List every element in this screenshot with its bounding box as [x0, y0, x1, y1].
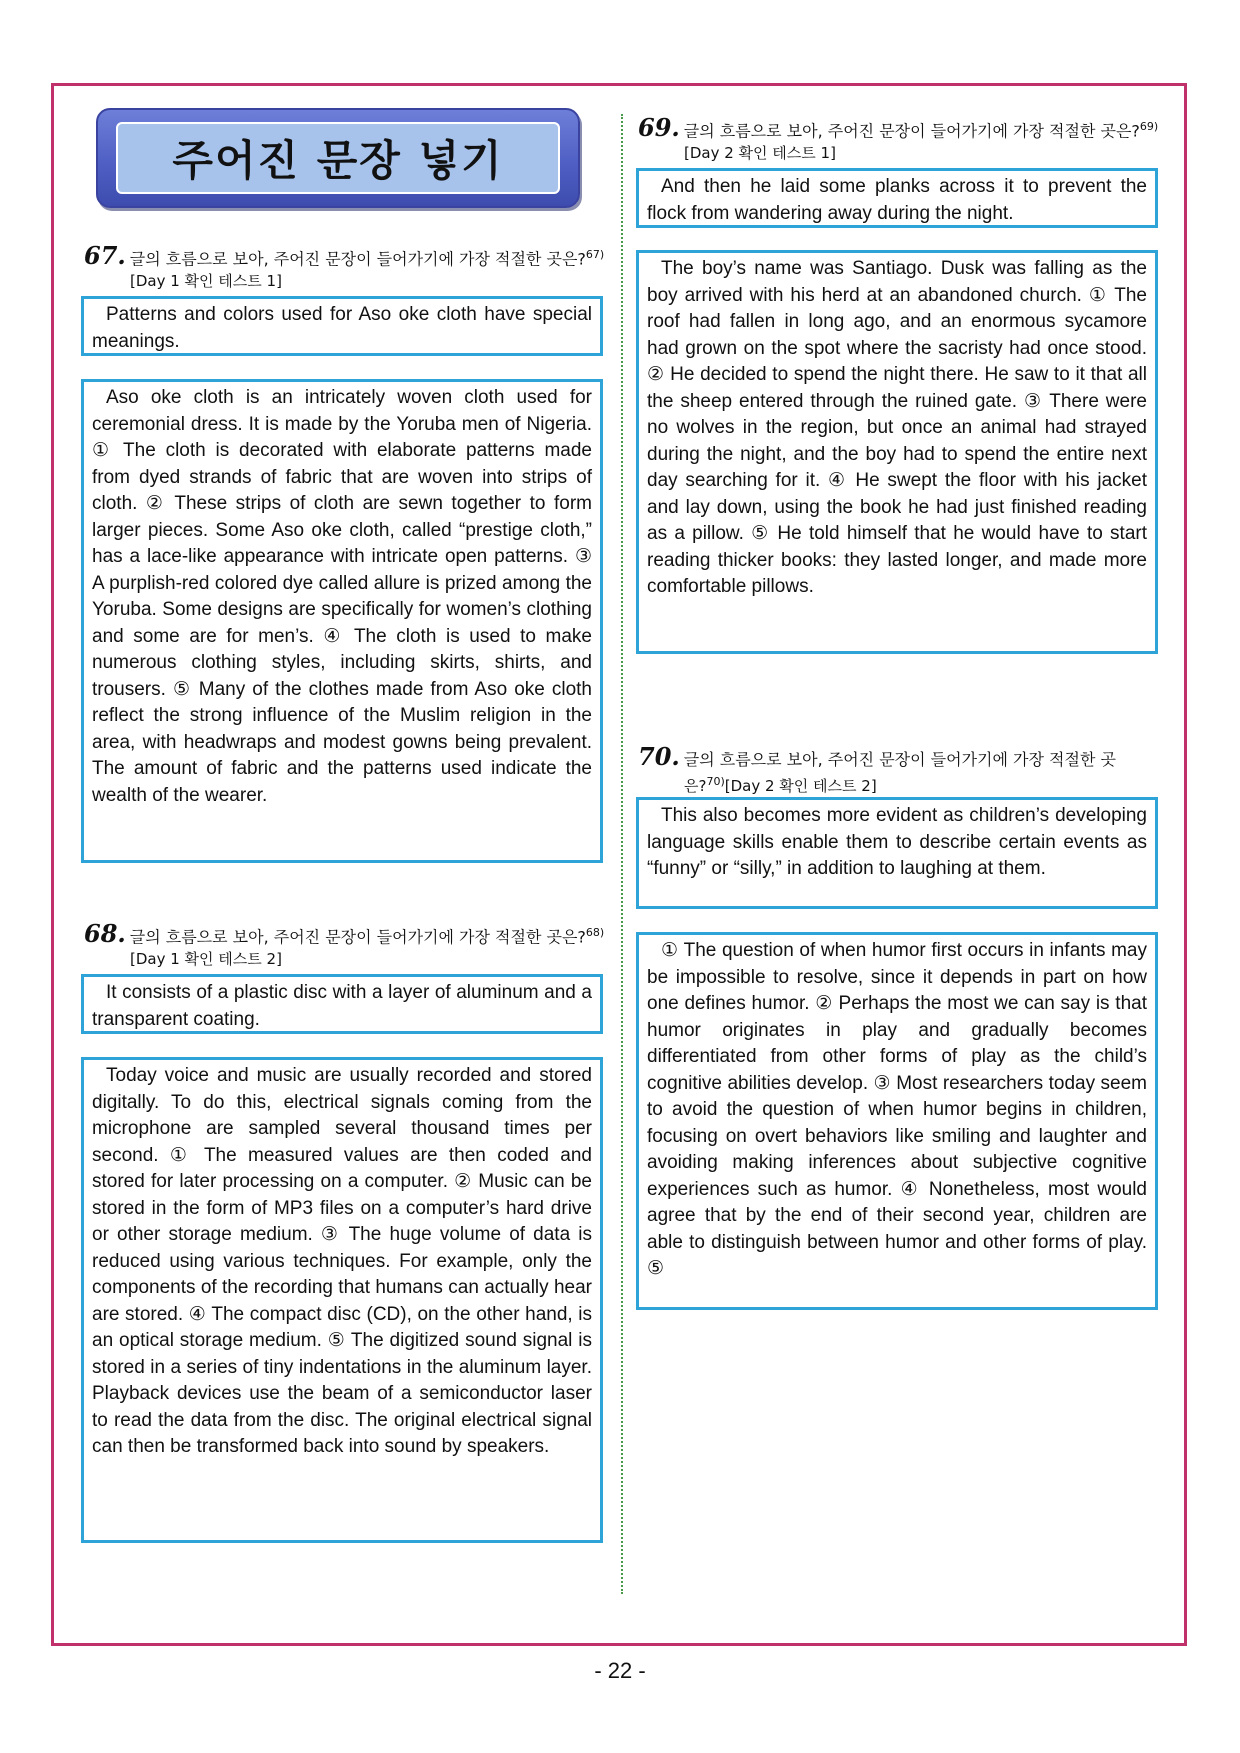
footnote-marker: 67) — [585, 248, 605, 261]
footnote-marker: 68) — [585, 926, 605, 939]
question-prompt-continued: 은?$^{70)}$[Day 2 확인 테스트 2] — [684, 775, 877, 795]
question-68-header — [84, 919, 605, 970]
page-number: - 22 - — [594, 1658, 646, 1683]
question-source: [Day 2 확인 테스트 2] — [724, 777, 877, 795]
section-title-inner — [116, 122, 560, 194]
footnote-marker: 69) — [1139, 120, 1159, 133]
question-source: [Day 1 확인 테스트 2] — [130, 950, 282, 969]
footnote-marker: 70) — [706, 775, 725, 788]
passage-box: Today voice and music are usually recorded and stored digitally. To do this, electrical signals coming from the microphone are sampled several thousand times per second. ① The measured values are then coded and stored for later processing on a computer. ② Music can be stored in the form of MP3 files on a computer’s hard drive or other storage medium. ③ The huge volume of data is reduced using various techniques. For example, only the components of the recording that humans can actually hear are stored. ④ The compact disc (CD), on the other hand, is an optical storage medium. ⑤ The digitized sound signal is stored in a series of tiny indentations in the aluminum layer. Playback devices use the beam of a semiconductor laser to read the data from the disc. The original electrical signal can then be transformed back into sound by speakers. — [81, 1057, 603, 1543]
passage-box: Aso oke cloth is an intricately woven cloth used for ceremonial dress. It is made by the Yoruba men of Nigeria. ① The cloth is decorated with elaborate patterns made from dyed strands of fabric that are woven into strips of cloth. ② These strips of cloth are sewn together to form larger pieces. Some Aso oke cloth, called “prestige cloth,” has a lace-like appearance with intricate open patterns. ③ A purplish-red colored dye called allure is prized among the Yoruba. Some designs are specifically for women’s clothing and some are for men’s. ④ The cloth is used to make numerous clothing styles, including skirts, shirts, and trousers. ⑤ Many of the clothes made from Aso oke cloth reflect the strong influence of the Muslim religion in the area, with headwraps and modest gowns being prevalent. The amount of fabric and the patterns used indicate the wealth of the wearer. — [81, 379, 603, 863]
section-title-banner — [96, 108, 580, 208]
question-prompt: 글의 흐름으로 보아, 주어진 문장이 들어가기에 가장 적절한 곳 — [683, 750, 1116, 769]
question-prompt: 글의 흐름으로 보아, 주어진 문장이 들어가기에 가장 적절한 곳은? — [129, 249, 586, 269]
given-sentence-box: Patterns and colors used for Aso oke cloth have special meanings. — [81, 296, 603, 356]
passage-box: ① The question of when humor first occurs in infants may be impossible to resolve, since it depends in part on how one defines humor. ② Perhaps the most we can say is that humor originates in play and gradually becomes differentiated from other forms of play as the child’s cognitive abilities develop. ③ Most researchers today seem to avoid the question of when humor begins in children, focusing on overt behaviors like smiling and laughter and avoiding making inferences about subjective cognitive experiences such as humor. ④ Nonetheless, most would agree that by the end of their second year, children are able to distinguish between humor and other forms of play. ⑤ — [636, 932, 1158, 1310]
given-sentence-box: And then he laid some planks across it to prevent the flock from wandering away during the night. — [636, 168, 1158, 228]
question-69-header — [638, 113, 1159, 164]
column-divider — [621, 114, 623, 1594]
question-67-header — [84, 241, 605, 292]
passage-box: The boy’s name was Santiago. Dusk was falling as the boy arrived with his herd at an abandoned church. ① The roof had fallen in long ago, and an enormous sycamore had grown on the spot where the sacristy had once stood. ② He decided to spend the night there. He saw to it that all the sheep entered through the ruined gate. ③ There were no wolves in the region, but once an animal had strayed during the night, and the boy had to spend the entire next day searching for it. ④ He swept the floor with his jacket and lay down, using the book he had just finished reading as a pillow. ⑤ He told himself that he would have to start reading thicker books: they lasted longer, and made more comfortable pillows. — [636, 250, 1158, 654]
question-prompt: 글의 흐름으로 보아, 주어진 문장이 들어가기에 가장 적절한 곳은? — [129, 927, 586, 947]
question-number: 70. — [638, 742, 680, 771]
given-sentence-box: This also becomes more evident as children’s developing language skills enable them to describe certain events as “funny” or “silly,” in addition to laughing at them. — [636, 797, 1158, 909]
question-number: 67. — [84, 241, 126, 271]
question-70-header — [638, 742, 1116, 797]
question-prompt: 글의 흐름으로 보아, 주어진 문장이 들어가기에 가장 적절한 곳은? — [683, 121, 1140, 141]
question-source: [Day 1 확인 테스트 1] — [130, 272, 282, 291]
given-sentence-box: It consists of a plastic disc with a layer of aluminum and a transparent coating. — [81, 974, 603, 1034]
question-number: 68. — [84, 919, 126, 949]
section-title: 주어진 문장 넣기 — [172, 136, 504, 185]
question-number: 69. — [638, 113, 680, 143]
question-source: [Day 2 확인 테스트 1] — [684, 144, 836, 163]
